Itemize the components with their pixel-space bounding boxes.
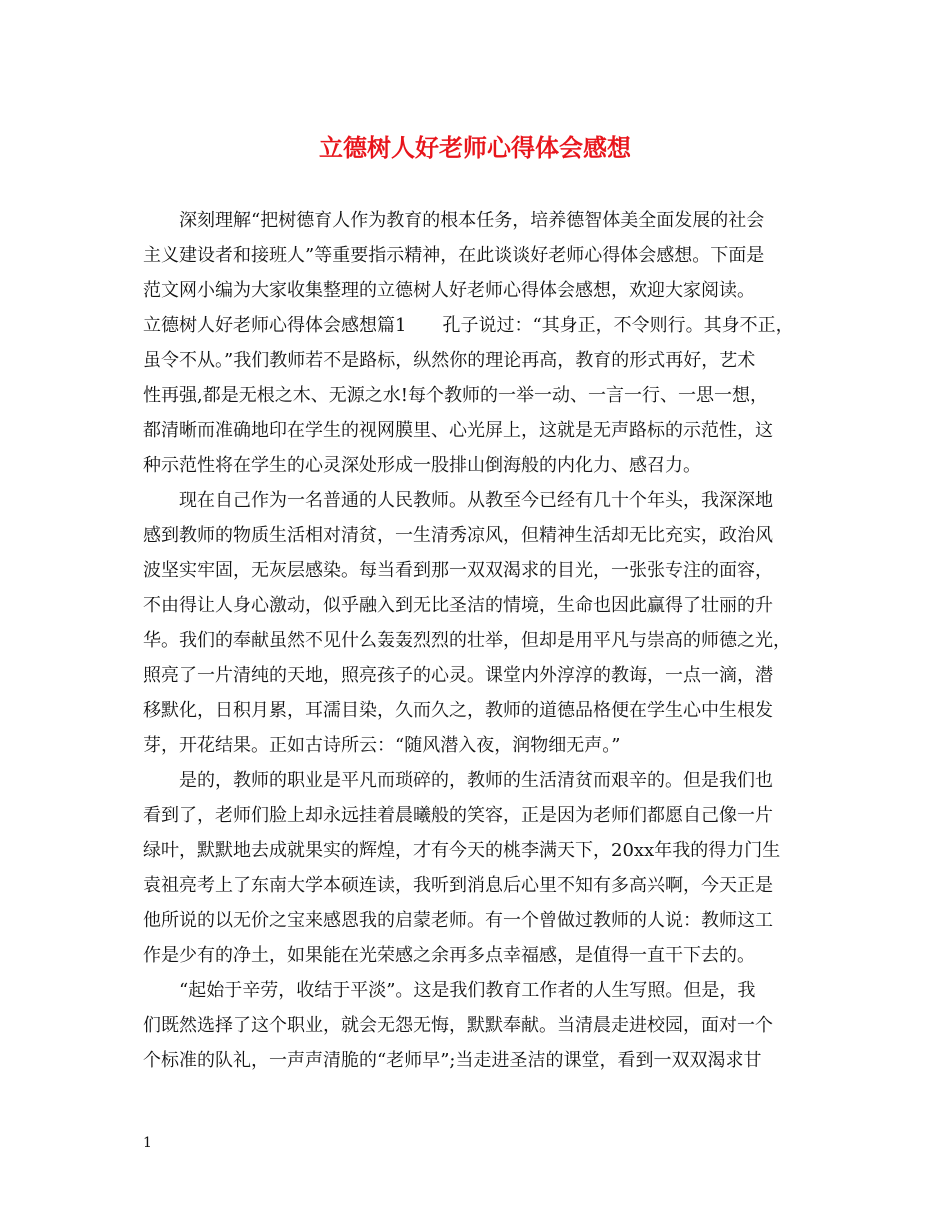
text-line: 看到了，老师们脸上却永远挂着晨曦般的笑容，正是因为老师们都愿自己像一片 xyxy=(143,805,773,826)
text-line: 照亮了一片清纯的天地，照亮孩子的心灵。课堂内外淳淳的教诲，一点一滴，潜 xyxy=(143,665,773,686)
text-line: 们既然选择了这个职业，就会无怨无悔，默默奉献。当清晨走进校园，面对一个 xyxy=(143,1015,773,1036)
text-line: “起始于辛劳，收结于平淡”。这是我们教育工作者的人生写照。但是，我 xyxy=(179,980,756,1001)
text-line: 主义建设者和接班人”等重要指示精神，在此谈谈好老师心得体会感想。下面是 xyxy=(143,245,765,266)
text-line: 现在自己作为一名普通的人民教师。从教至今已经有几十个年头，我深深地 xyxy=(179,490,773,511)
document-title: 立德树人好老师心得体会感想 xyxy=(319,133,631,162)
text-line: 感到教师的物质生活相对清贫，一生清秀凉风，但精神生活却无比充实，政治风 xyxy=(143,525,773,546)
text-line: 华。我们的奉献虽然不见什么轰轰烈烈的壮举，但却是用平凡与崇高的师德之光， xyxy=(143,630,791,651)
text-line: 都清晰而准确地印在学生的视网膜里、心光屏上，这就是无声路标的示范性，这 xyxy=(143,420,773,441)
text-line: 深刻理解“把树德育人作为教育的根本任务，培养德智体美全面发展的社会 xyxy=(179,210,765,231)
text-line: 绿叶，默默地去成就果实的辉煌，才有今天的桃李满天下，20xx年我的得力门生 xyxy=(143,840,781,861)
text-line: 是的，教师的职业是平凡而琐碎的，教师的生活清贫而艰辛的。但是我们也 xyxy=(179,770,773,791)
text-line: 个标准的队礼，一声声清脆的“老师早”;当走进圣洁的课堂，看到一双双渴求甘 xyxy=(143,1050,762,1071)
text-line: 芽，开花结果。正如古诗所云：“随风潜入夜，润物细无声。” xyxy=(143,735,621,756)
text-line: 不由得让人身心激动，似乎融入到无比圣洁的情境，生命也因此赢得了壮丽的升 xyxy=(143,595,773,616)
text-line: 作是少有的净土，如果能在光荣感之余再多点幸福感，是值得一直干下去的。 xyxy=(143,945,755,966)
text-line: 性再强,都是无根之木、无源之水!每个教师的一举一动、一言一行、一思一想， xyxy=(143,385,768,406)
page-number: 1 xyxy=(143,1135,152,1151)
text-line: 袁祖亮考上了东南大学本硕连读，我听到消息后心里不知有多高兴啊，今天正是 xyxy=(143,875,773,896)
text-line: 种示范性将在学生的心灵深处形成一股排山倒海般的内化力、感召力。 xyxy=(143,455,701,476)
text-line: 他所说的以无价之宝来感恩我的启蒙老师。有一个曾做过教师的人说：教师这工 xyxy=(143,910,773,931)
text-line: 范文网小编为大家收集整理的立德树人好老师心得体会感想，欢迎大家阅读。 xyxy=(143,280,755,301)
text-line: 虽令不从。”我们教师若不是路标，纵然你的理论再高，教育的形式再好，艺术 xyxy=(143,350,756,371)
text-line: 波坚实牢固，无灰层感染。每当看到那一双双渴求的目光，一张张专注的面容， xyxy=(143,560,773,581)
document-body xyxy=(143,203,823,1078)
text-line: 立德树人好老师心得体会感想篇1 孔子说过：“其身正，不令则行。其身不正， xyxy=(143,315,794,336)
text-line: 移默化，日积月累，耳濡目染，久而久之，教师的道德品格便在学生心中生根发 xyxy=(143,700,773,721)
